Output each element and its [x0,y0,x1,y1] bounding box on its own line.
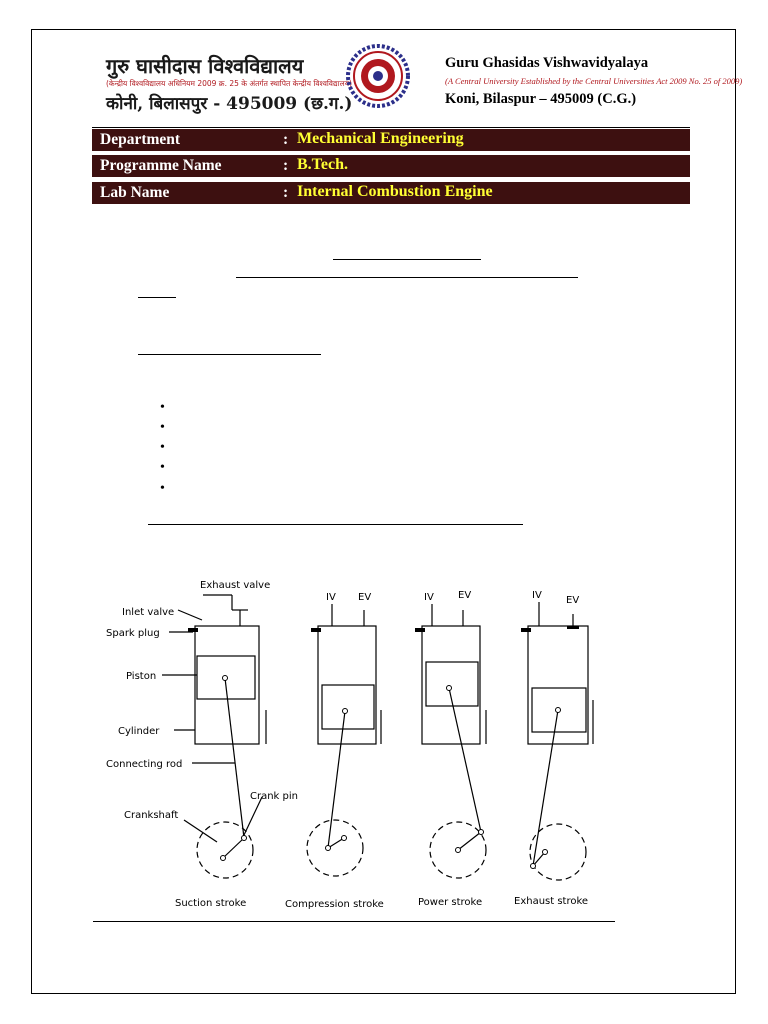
programme-label: Programme Name [100,157,222,174]
list-bullet: • [160,400,165,415]
title-underline [236,277,578,278]
footer-divider [93,921,615,922]
spark-plug-label: Spark plug [106,628,160,639]
crank-circle-1 [197,822,253,878]
university-subtitle-hindi: (केन्द्रीय विश्वविद्यालय अधिनियम 2009 क्र. 25 के अंतर्गत स्थापित केन्द्रीय विश्वविद्यालय) [106,79,353,88]
cylinder-1 [195,626,259,744]
crank-arm-3 [458,832,481,850]
lab-separator: : [283,184,289,201]
four-stroke-diagram [100,570,620,915]
list-bullet: • [160,420,165,435]
connecting-rod-label: Connecting rod [106,759,183,770]
stroke-caption: Exhaust stroke [514,896,589,907]
exhaust-valve-label: Exhaust valve [200,580,271,591]
section-underline [148,524,523,525]
connecting-rod-1 [225,678,244,838]
crank-arm-1 [223,838,244,858]
stroke-caption: Suction stroke [175,898,247,909]
list-bullet: • [160,460,165,475]
stroke-caption: Compression stroke [285,899,384,910]
aim-underline [138,297,176,298]
list-bullet: • [160,481,165,496]
connecting-rod-4 [533,710,558,866]
lab-label: Lab Name [100,184,170,201]
header-divider [92,127,690,128]
inlet-valve-label: Inlet valve [122,607,175,618]
university-seal-icon [346,44,410,108]
programme-value: B.Tech. [297,156,348,173]
crankshaft-label: Crankshaft [124,810,179,821]
list-bullet: • [160,440,165,455]
crank-pin-label: Crank pin [250,791,298,802]
lab-value: Internal Combustion Engine [297,183,493,200]
piston-label: Piston [126,671,157,682]
university-name-hindi: गुरु घासीदास विश्वविद्यालय [106,54,304,78]
cylinder-label: Cylinder [118,726,160,737]
iv-label: IV [532,590,542,601]
ev-label: EV [566,595,580,606]
heading-underline [333,259,481,260]
department-value: Mechanical Engineering [297,130,464,147]
ev-label: EV [358,592,372,603]
iv-label: IV [424,592,434,603]
department-label: Department [100,131,181,148]
piston-2 [322,685,374,729]
university-name-english: Guru Ghasidas Vishwavidyalaya [445,55,649,71]
apparatus-underline [138,354,321,355]
university-subtitle-english: (A Central University Established by the Central Universities Act 2009 No. 25 of 2009) [445,76,743,86]
stroke-caption: Power stroke [418,897,483,908]
university-address-hindi: कोनी, बिलासपुर - 495009 (छ.ग.) [106,94,353,114]
ev-label: EV [458,590,472,601]
connecting-rod-3 [449,688,481,832]
crank-circle-2 [307,820,363,876]
cylinder-4 [528,626,588,744]
cylinder-3 [422,626,480,744]
department-row [92,129,690,151]
connecting-rod-2 [328,711,345,848]
programme-row [92,155,690,177]
programme-separator: : [283,157,289,174]
iv-label: IV [326,592,336,603]
lab-row [92,182,690,204]
university-address-english: Koni, Bilaspur – 495009 (C.G.) [445,91,637,107]
department-separator: : [283,131,289,148]
